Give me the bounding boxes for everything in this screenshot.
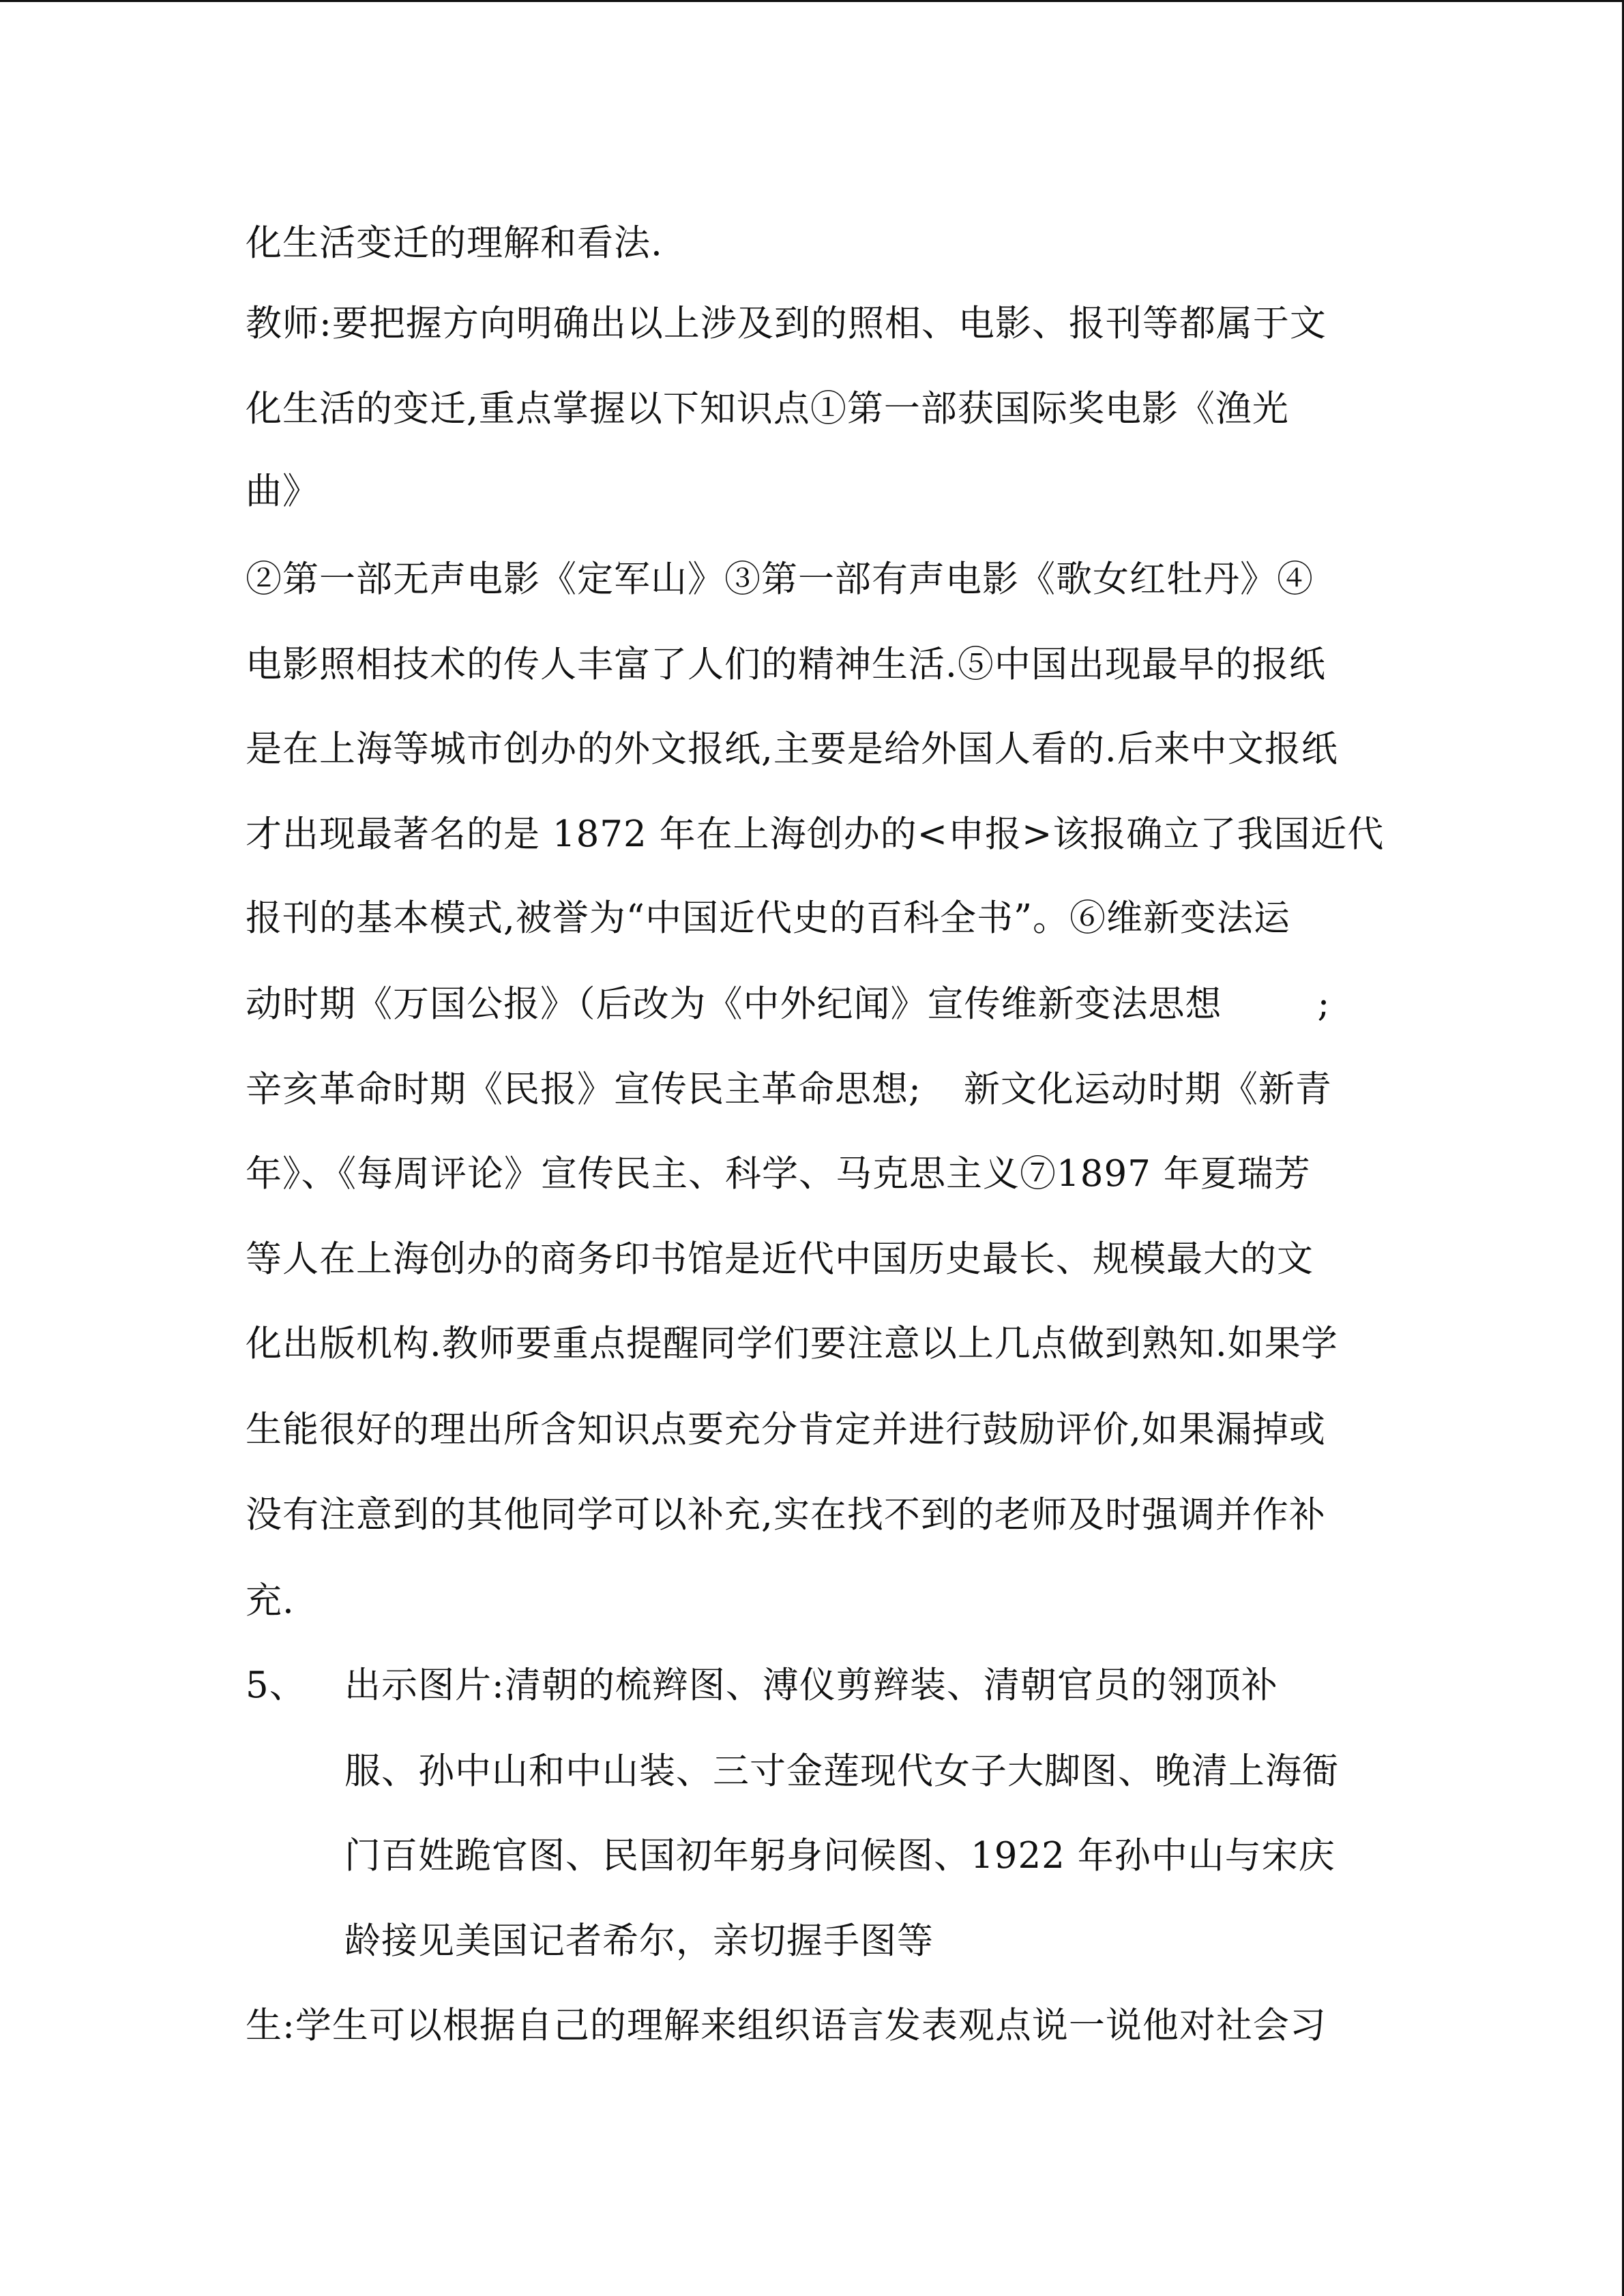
text-segment: ;: [1317, 983, 1331, 1025]
text-segment: 动时期《万国公报》（后改为《中外纪闻》宣传维新变法思想: [246, 983, 1222, 1025]
text-line: 服、孙中山和中山装、三寸金莲现代女子大脚图、晚清上海衙: [344, 1750, 1339, 1792]
text-line: 是在上海等城市创办的外文报纸,主要是给外国人看的.后来中文报纸: [246, 728, 1338, 770]
text-line: [246, 983, 1330, 1026]
text-line: 出示图片:清朝的梳辫图、溥仪剪辫装、清朝官员的翎顶补: [344, 1665, 1278, 1706]
text-line: 电影照相技术的传人丰富了人们的精神生活.⑤中国出现最早的报纸: [246, 644, 1326, 685]
text-line: 没有注意到的其他同学可以补充,实在找不到的老师及时强调并作补: [246, 1494, 1326, 1536]
text-line: 年》、《每周评论》宣传民主、科学、马克思主义⑦1897 年夏瑞芳: [246, 1153, 1311, 1195]
text-line: 龄接见美国记者希尔，亲切握手图等: [344, 1920, 934, 1962]
text-line: 门百姓跪官图、民国初年躬身问候图、1922 年孙中山与宋庆: [344, 1835, 1335, 1877]
text-line: [246, 1068, 1332, 1112]
text-line: 等人在上海创办的商务印书馆是近代中国历史最长、规模最大的文: [246, 1238, 1314, 1280]
text-line: 化生活变迁的理解和看法.: [246, 222, 663, 264]
list-marker: 5、: [246, 1665, 306, 1706]
text-segment: 新文化运动时期《新青: [963, 1069, 1332, 1110]
text-line: 报刊的基本模式,被誉为“中国近代史的百科全书”。⑥维新变法运: [246, 897, 1291, 939]
page-top-border: [0, 0, 1624, 2]
text-line: 生:学生可以根据自己的理解来组织语言发表观点说一说他对社会习: [246, 2005, 1327, 2046]
text-line: 化生活的变迁,重点掌握以下知识点①第一部获国际奖电影《渔光: [246, 388, 1289, 430]
text-line: ②第一部无声电影《定军山》③第一部有声电影《歌女红牡丹》④: [246, 558, 1314, 600]
text-line: 才出现最著名的是 1872 年在上海创办的<申报>该报确立了我国近代: [246, 814, 1385, 855]
text-line: 生能很好的理出所含知识点要充分肯定并进行鼓励评价,如果漏掉或: [246, 1409, 1326, 1450]
text-line: 化出版机构.教师要重点提醒同学们要注意以上几点做到熟知.如果学: [246, 1323, 1338, 1365]
text-line: 教师:要把握方向明确出以上涉及到的照相、电影、报刊等都属于文: [246, 303, 1327, 344]
text-line: 曲》: [246, 471, 319, 512]
text-line: 充.: [246, 1580, 295, 1622]
text-segment: 辛亥革命时期《民报》宣传民主革命思想;: [246, 1069, 921, 1110]
